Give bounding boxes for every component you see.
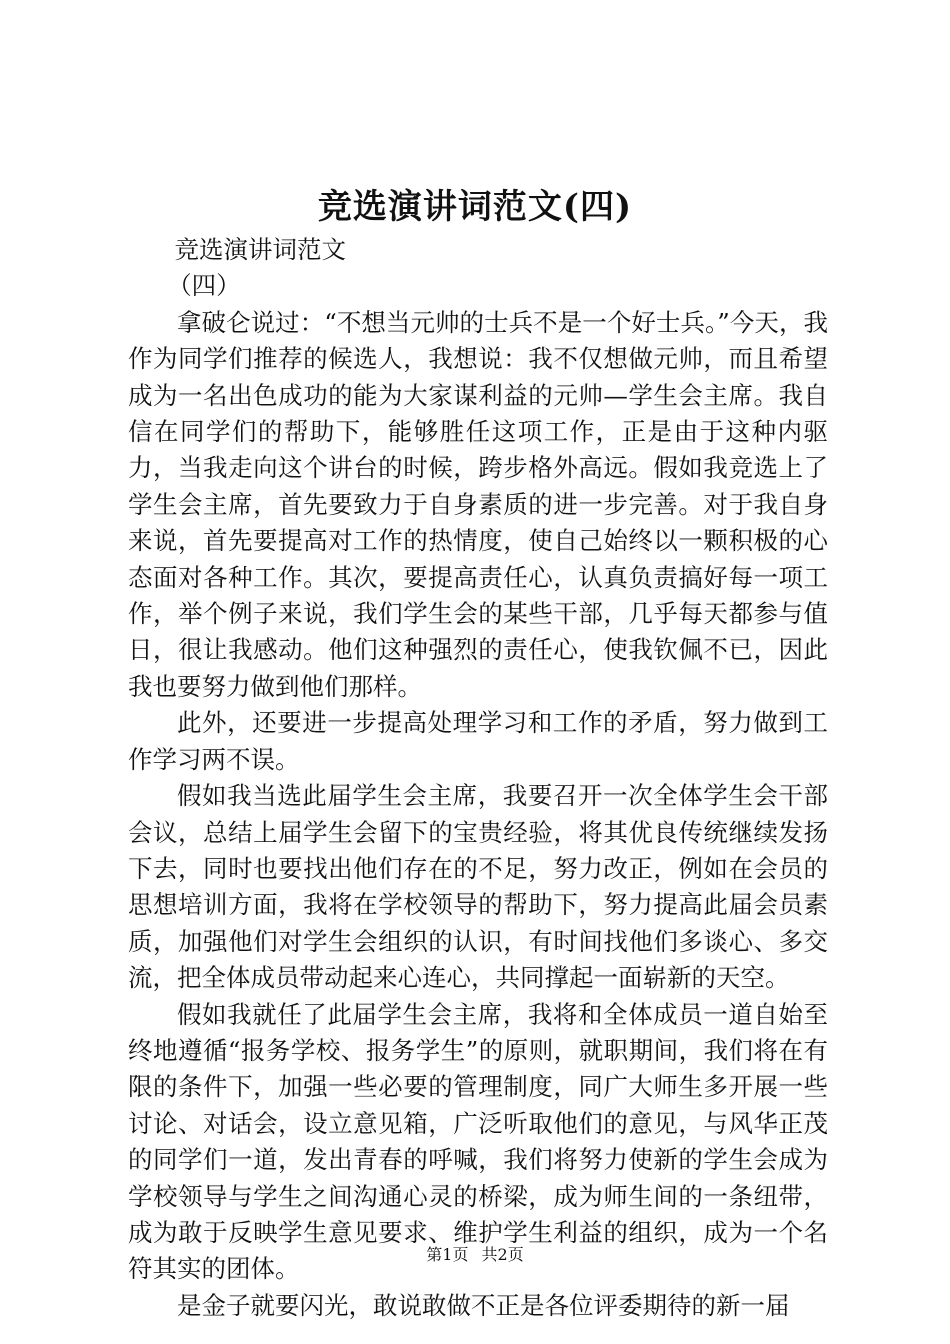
document-title: 竞选演讲词范文(四) bbox=[317, 187, 633, 227]
paragraph: 此外，还要进一步提高处理学习和工作的矛盾，努力做到工作学习两不误。 bbox=[128, 708, 828, 774]
page-footer bbox=[0, 1244, 950, 1266]
page-total: 共2页 bbox=[481, 1245, 524, 1264]
paragraph: 假如我就任了此届学生会主席，我将和全体成员一道自始至终地遵循“报务学校、报务学生”的原则，就职期间，我们将在有限的条件下，加强一些必要的管理制度，同广大师生多开展一些讨论、对话会，设立意见箱，广泛听取他们的意见，与风华正茂的同学们一道，发出青春的呼喊，我们将努力使新的学生会成为学校领导与学生之间沟通心灵的桥梁，成为师生间的一条纽带，成为敢于反映学生意见要求、维护学生利益的组织，成为一个名符其实的团体。 bbox=[128, 999, 828, 1284]
document-subtitle: 竞选演讲词范文 bbox=[174, 235, 347, 264]
paragraph: 是金子就要闪光，敢说敢做不正是各位评委期待的新一届 bbox=[177, 1290, 790, 1320]
page-number: 第1页 bbox=[426, 1245, 469, 1264]
document-subtitle-number: （四） bbox=[167, 271, 241, 301]
paragraph: 假如我当选此届学生会主席，我要召开一次全体学生会干部会议，总结上届学生会留下的宝贵经验，将其优良传统继续发扬下去，同时也要找出他们存在的不足，努力改正，例如在会员的思想培训方面，我将在学校领导的帮助下，努力提高此届会员素质，加强他们对学生会组织的认识，有时间找他们多谈心、多交流，把全体成员带动起来心连心，共同撑起一面崭新的天空。 bbox=[128, 781, 828, 993]
paragraph: 拿破仑说过：“不想当元帅的士兵不是一个好士兵。”今天，我作为同学们推荐的候选人，我想说：我不仅想做元帅，而且希望成为一名出色成功的能为大家谋利益的元帅—学生会主席。我自信在同学们的帮助下，能够胜任这项工作，正是由于这种内驱力，当我走向这个讲台的时候，跨步格外高远。假如我竞选上了学生会主席，首先要致力于自身素质的进一步完善。对于我自身来说，首先要提高对工作的热情度，使自己始终以一颗积极的心态面对各种工作。其次，要提高责任心，认真负责搞好每一项工作，举个例子来说，我们学生会的某些干部，几乎每天都参与值日，很让我感动。他们这种强烈的责任心，使我钦佩不已，因此我也要努力做到他们那样。 bbox=[128, 307, 828, 701]
document-body bbox=[128, 232, 828, 1324]
